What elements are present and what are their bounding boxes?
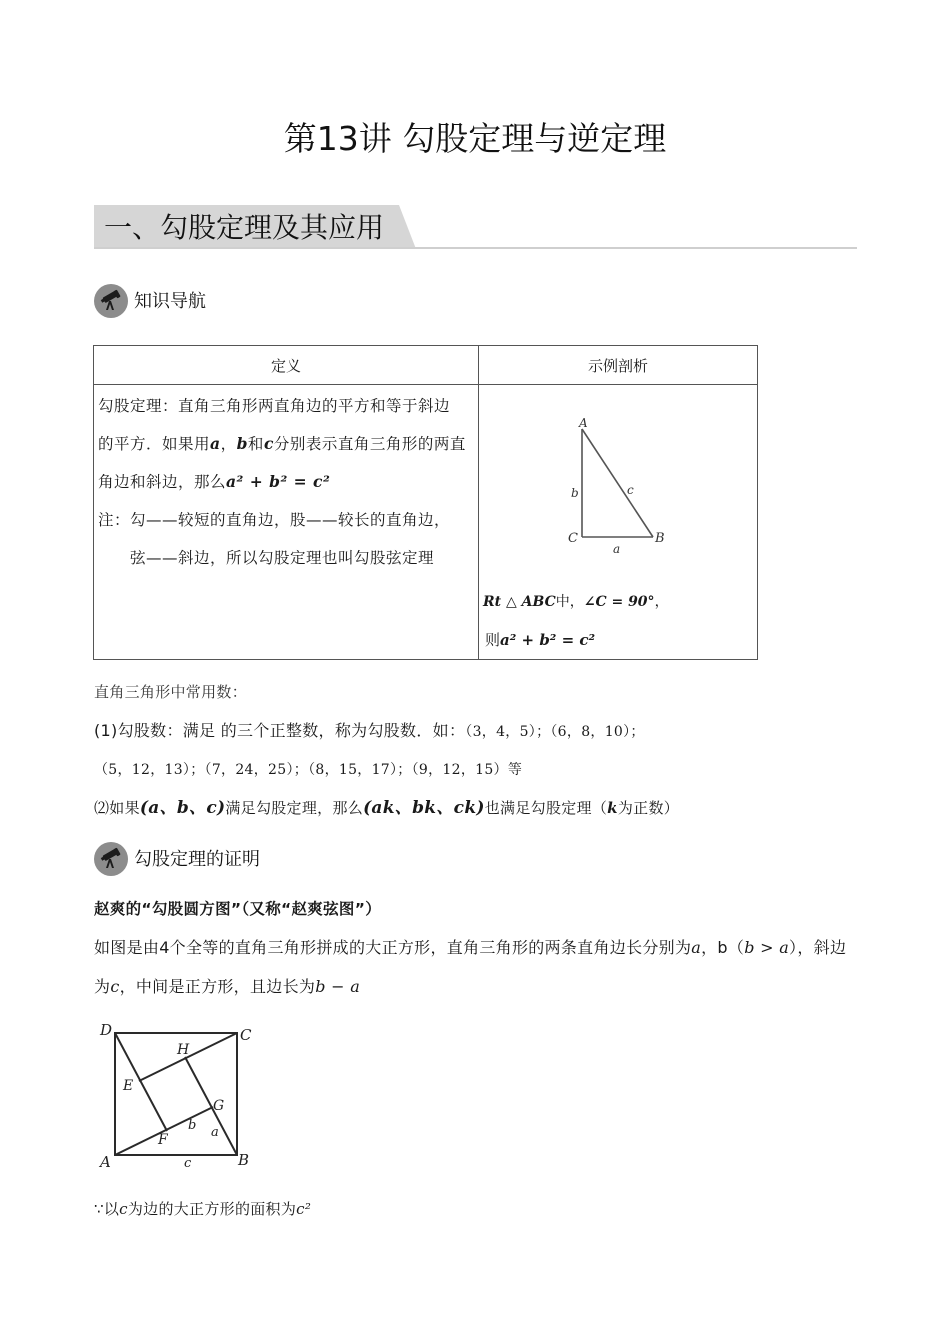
zhao-shuang-figure: [94, 1018, 264, 1178]
math-k: k: [607, 799, 618, 817]
page-title: 第13讲 勾股定理与逆定理: [283, 119, 667, 158]
example-text: ，: [654, 594, 669, 610]
item-text: 为正数）: [617, 799, 680, 817]
rt-triangle-notation: Rt △ ABC: [483, 594, 556, 610]
point-label-a: A: [100, 1153, 111, 1171]
def-text: 分别表示直角三角形的两直: [273, 435, 466, 453]
example-text: 中，: [555, 594, 584, 610]
math-c: c: [110, 977, 120, 996]
common-numbers-intro: 直角三角形中常用数：: [94, 683, 248, 701]
example-formula: a² + b² = c²: [500, 631, 596, 649]
table-row: [94, 385, 758, 660]
point-label-d: D: [100, 1021, 113, 1039]
note-line-1: 注：勾——较短的直角边，股——较长的直角边，: [98, 511, 451, 529]
common-numbers-item-2: [94, 795, 679, 821]
area-expression: c²: [296, 1200, 312, 1218]
def-sep: ，: [220, 435, 237, 453]
definition-line-1: 勾股定理：直角三角形两直角边的平方和等于斜边: [98, 397, 451, 415]
vertex-label-b: B: [655, 531, 665, 546]
math-b: b: [236, 434, 248, 453]
segment-label-b: b: [188, 1118, 197, 1133]
definition-line-2: [94, 425, 478, 463]
example-cell: [479, 385, 758, 660]
angle-notation: ∠C = 90°: [583, 594, 655, 610]
side-label-c: c: [627, 483, 634, 497]
item-text: 满足勾股定理，那么: [225, 799, 364, 817]
point-label-e: E: [123, 1078, 134, 1094]
point-label-b: B: [238, 1151, 250, 1169]
item-text: ⑵如果: [94, 799, 140, 817]
triple-abc: (a、b、c): [139, 798, 226, 818]
def-text: 的平方．如果用: [98, 435, 211, 453]
knowledge-table: [93, 345, 758, 660]
segment-label-a: a: [211, 1125, 219, 1140]
proof-paragraph-line-1: [94, 935, 846, 961]
vertex-label-c: C: [568, 531, 578, 546]
example-line-1: [483, 591, 669, 613]
vertex-label-a: A: [579, 416, 588, 430]
proof-text: ，b（: [701, 938, 745, 957]
proof-text: ∵以: [94, 1200, 120, 1218]
pythagorean-triples: （3，4，5）；（6，8，10）；: [465, 724, 645, 740]
definition-cell: [94, 385, 479, 660]
note-line-2: 弦——斜边，所以勾股定理也叫勾股弦定理: [130, 549, 435, 567]
section-heading: 一、勾股定理及其应用: [104, 211, 385, 244]
example-text: 则: [485, 631, 501, 649]
segment-label-c: c: [184, 1156, 192, 1171]
proof-label: 勾股定理的证明: [134, 849, 260, 870]
proof-text: 为边的大正方形的面积为: [127, 1200, 297, 1218]
section-divider: [94, 247, 857, 249]
point-label-f: F: [158, 1132, 168, 1148]
def-text: 角边和斜边，那么: [98, 473, 227, 491]
table-header-definition: 定义: [94, 346, 479, 385]
math-a: a: [210, 434, 221, 453]
inequality: b > a: [744, 938, 790, 957]
example-line-2: [485, 629, 595, 651]
proof-text: ，中间是正方形，且边长为: [119, 977, 316, 996]
right-triangle-figure: [479, 385, 758, 585]
telescope-icon: [94, 842, 128, 880]
side-expression: b − a: [315, 977, 361, 996]
telescope-icon: [94, 284, 128, 322]
math-a: a: [691, 938, 702, 957]
table-header-example: 示例剖析: [479, 346, 758, 385]
proof-subtitle: 赵爽的“勾股圆方图”（又称“赵爽弦图”）: [94, 900, 381, 918]
side-label-b: b: [571, 486, 579, 500]
point-label-g: G: [213, 1098, 225, 1114]
item-text: 也满足勾股定理（: [484, 799, 608, 817]
knowledge-nav-label: 知识导航: [134, 291, 206, 312]
point-label-h: H: [177, 1042, 190, 1058]
proof-paragraph-line-2: [94, 974, 360, 1000]
proof-text: 如图是由4个全等的直角三角形拼成的大正方形，直角三角形的两条直角边长分别为: [94, 938, 692, 957]
proof-conclusion: [94, 1196, 311, 1222]
math-c: c: [263, 434, 274, 453]
point-label-c: C: [240, 1026, 252, 1044]
table-header-row: [94, 346, 758, 385]
common-numbers-item-1-cont: （5，12，13）；（7，24，25）；（8，15，17）；（9，12，15）等: [94, 762, 523, 778]
definition-line-3: [94, 463, 478, 501]
math-c: c: [119, 1200, 128, 1218]
item-text: (1)勾股数：满足 的三个正整数，称为勾股数．如：: [94, 721, 466, 740]
def-and: 和: [247, 435, 264, 453]
triple-k: (ak、bk、ck): [363, 798, 485, 818]
common-numbers-item-1: [94, 718, 645, 745]
pythagorean-formula: a² + b² = c²: [226, 472, 331, 491]
proof-text: 为: [94, 977, 111, 996]
proof-text: ），斜边: [789, 938, 847, 957]
side-label-a: a: [613, 542, 621, 556]
